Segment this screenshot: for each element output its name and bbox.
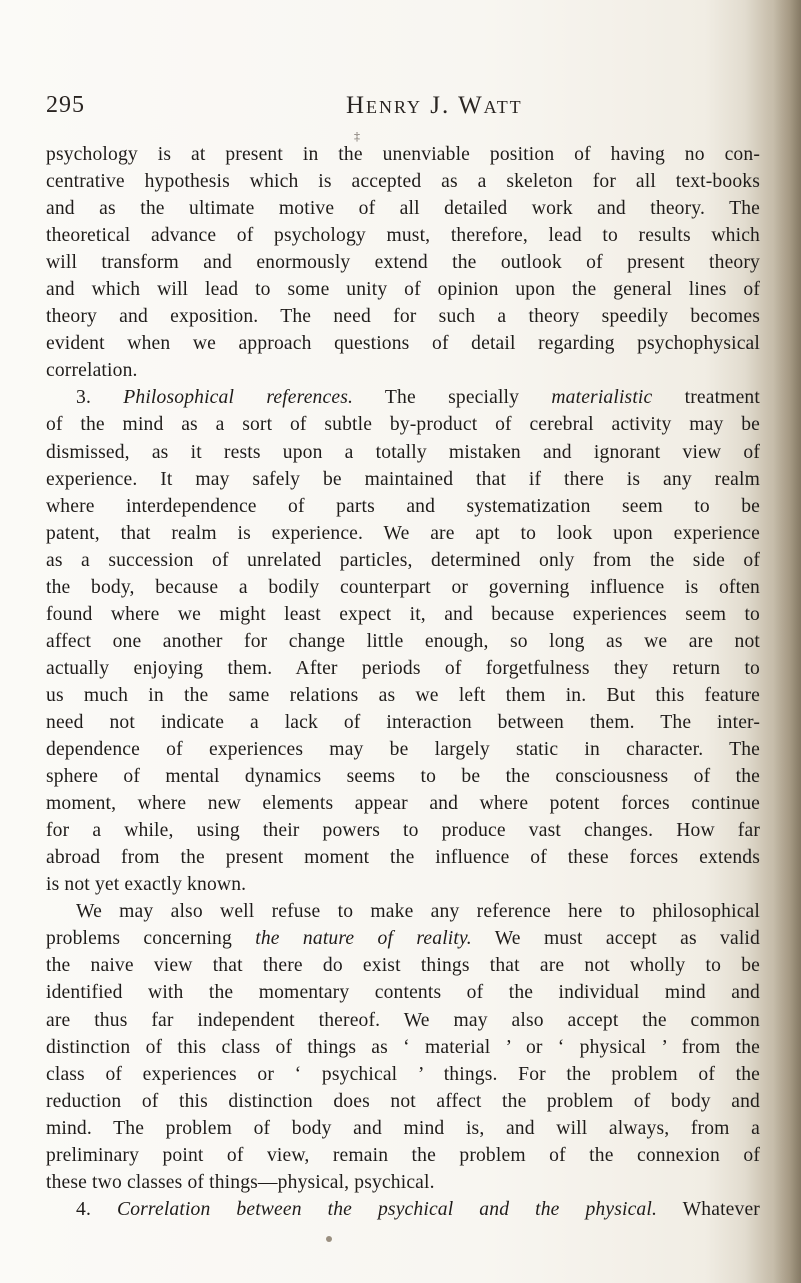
text-line: evident when we approach questions of detail regarding psychophysical [46,333,760,355]
text-line: theory and exposition. The need for such a theory speedily becomes [46,306,760,328]
text-line: is not yet exactly known. [46,874,247,896]
text-line: us much in the same relations as we left them in. But this feature [46,684,760,706]
paragraph-4 [46,1196,760,1223]
text-line: class of experiences or ‘ psychical ’ things. For the problem of the [46,1063,760,1085]
text-line: and which will lead to some unity of opinion upon the general lines of [46,279,760,301]
text-line: moment, where new elements appear and where potent forces continue [46,793,760,815]
section-3-heading-line [46,384,760,411]
body-text [46,141,760,1223]
text-line: the body, because a bodily counterpart or governing influence is often [46,576,760,598]
page-header [46,92,766,128]
section-4-heading-line [46,1196,760,1223]
running-head: Henry J. Watt [346,92,523,119]
text-line: found where we might least expect it, and because experiences seem to [46,603,760,625]
text-line: of the mind as a sort of subtle by-product of cerebral activity may be [46,414,760,436]
text-line: patent, that realm is experience. We are apt to look upon experience [46,522,760,544]
text-fragment: Whatever [682,1198,760,1220]
text-line: need not indicate a lack of interaction between them. The inter- [46,711,760,733]
page-blemish [326,1236,332,1242]
text-line: reduction of this distinction does not affect the problem of body and [46,1090,760,1112]
paragraph-1 [46,141,760,384]
text-line: dismissed, as it rests upon a totally mistaken and ignorant view of [46,441,760,463]
text-line: the naive view that there do exist things that are not wholly to be [46,955,760,977]
section-number: 3. [76,387,91,409]
paragraph-3 [46,898,760,1196]
text-line: We may also well refuse to make any reference here to philosophical [76,901,760,923]
text-line: are thus far independent thereof. We may also accept the common [46,1009,760,1031]
section-title: Correlation between the psychical and the physical. [116,1198,658,1220]
text-fragment: treatment [684,387,760,409]
text-line: correlation. [46,360,138,382]
text-line-with-italic [46,925,760,952]
text-line: sphere of mental dynamics seems to be the consciousness of the [46,766,760,788]
text-line: actually enjoying them. After periods of forgetfulness they return to [46,657,760,679]
text-line: as a succession of unrelated particles, determined only from the side of [46,549,760,571]
section-number: 4. [76,1198,91,1220]
text-fragment: problems concerning [46,928,232,950]
text-line: preliminary point of view, remain the problem of the connexion of [46,1144,760,1166]
text-line: identified with the momentary contents of the individual mind and [46,982,760,1004]
text-fragment: The specially [384,387,520,409]
text-line: these two classes of things—physical, psychical. [46,1171,435,1193]
text-line: and as the ultimate motive of all detailed work and theory. The [46,198,760,220]
text-line: psychology is at present in the unenviable position of having no con- [46,144,760,165]
text-line: theoretical advance of psychology must, therefore, lead to results which [46,225,760,247]
page-edge-shadow [773,0,801,1283]
text-line: will transform and enormously extend the outlook of present theory [46,252,760,274]
text-line: for a while, using their powers to produce vast changes. How far [46,820,760,842]
italic-phrase: the nature of reality. [255,928,472,950]
text-line: experience. It may safely be maintained that if there is any realm [46,468,760,490]
text-line: abroad from the present moment the influence of these forces extends [46,847,760,869]
printer-mark: ‡ [354,129,360,143]
text-fragment: We must accept as valid [494,928,760,950]
paragraph-2 [46,384,760,898]
section-title: Philosophical references. [123,387,354,409]
text-line: where interdependence of parts and systematization seem to be [46,495,760,517]
text-line: mind. The problem of body and mind is, and will always, from a [46,1117,760,1139]
text-line: centrative hypothesis which is accepted as a skeleton for all text-books [46,171,760,193]
text-line: dependence of experiences may be largely static in character. The [46,739,760,761]
text-line: affect one another for change little enough, so long as we are not [46,630,760,652]
italic-term: materialistic [551,387,653,409]
text-line: distinction of this class of things as ‘ material ’ or ‘ physical ’ from the [46,1036,760,1058]
page-number: 295 [46,92,85,118]
